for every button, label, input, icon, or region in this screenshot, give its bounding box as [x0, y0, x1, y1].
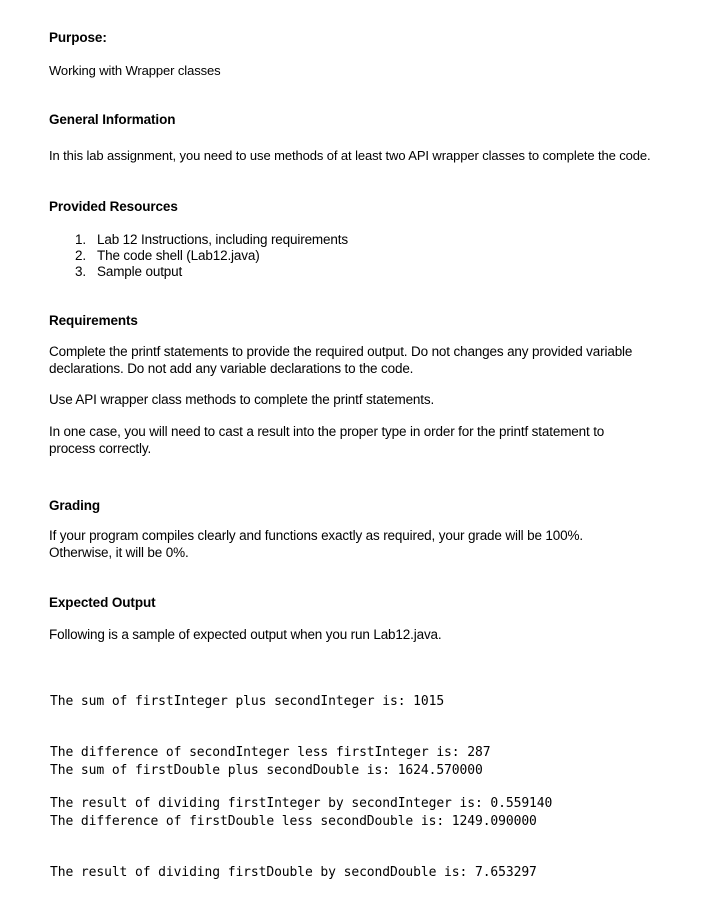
double-output-block: [50, 728, 537, 915]
requirements-paragraph-3: [49, 423, 604, 457]
list-item-number: 3.: [75, 264, 86, 279]
requirements-paragraph-1: [49, 343, 632, 377]
integer-output-line-division: The result of dividing firstInteger by secondInteger is: 0.559140: [50, 796, 553, 811]
list-item-text: Lab 12 Instructions, including requirements: [97, 232, 348, 247]
integer-output-line-sum: The sum of firstInteger plus secondInteger is: 1015: [50, 694, 445, 709]
double-output-line-division: The result of dividing firstDouble by secondDouble is: 7.653297: [50, 865, 537, 880]
requirements-paragraph-2: Use API wrapper class methods to complete the printf statements.: [49, 392, 435, 407]
expected-output-heading: Expected Output: [49, 595, 156, 610]
grading-paragraph: [49, 527, 583, 561]
grading-line-1: If your program compiles clearly and functions exactly as required, your grade will be 100%.: [49, 528, 583, 543]
provided-resources-heading: Provided Resources: [49, 199, 178, 214]
requirements-heading: Requirements: [49, 313, 138, 328]
general-information-text: In this lab assignment, you need to use methods of at least two API wrapper classes to complete the code.: [49, 148, 651, 163]
list-item-text: Sample output: [97, 264, 183, 279]
list-item-text: The code shell (Lab12.java): [97, 248, 260, 263]
purpose-text: Working with Wrapper classes: [49, 63, 221, 78]
expected-output-intro: Following is a sample of expected output when you run Lab12.java.: [49, 627, 442, 642]
provided-resources-list: [75, 232, 348, 280]
list-item-number: 2.: [75, 248, 86, 263]
requirements-paragraph-1-line-1: Complete the printf statements to provide the required output. Do not changes any provided variable: [49, 344, 633, 359]
purpose-heading: Purpose:: [49, 30, 107, 45]
list-item: [75, 232, 348, 248]
grading-heading: Grading: [49, 498, 101, 513]
double-output-line-sum: The sum of firstDouble plus secondDouble is: 1624.570000: [50, 763, 483, 778]
general-information-heading: General Information: [49, 112, 176, 127]
list-item: [75, 248, 348, 264]
list-item-number: 1.: [75, 232, 86, 247]
list-item: [75, 264, 348, 280]
grading-line-2: Otherwise, it will be 0%.: [49, 545, 189, 560]
requirements-paragraph-1-line-2: declarations. Do not add any variable declarations to the code.: [49, 361, 414, 376]
double-output-line-difference: The difference of firstDouble less secondDouble is: 1249.090000: [50, 814, 537, 829]
integer-output-line-difference: The difference of secondInteger less firstInteger is: 287: [50, 745, 491, 760]
requirements-paragraph-3-line-2: process correctly.: [49, 441, 152, 456]
requirements-paragraph-3-line-1: In one case, you will need to cast a result into the proper type in order for the printf statement to: [49, 424, 605, 439]
